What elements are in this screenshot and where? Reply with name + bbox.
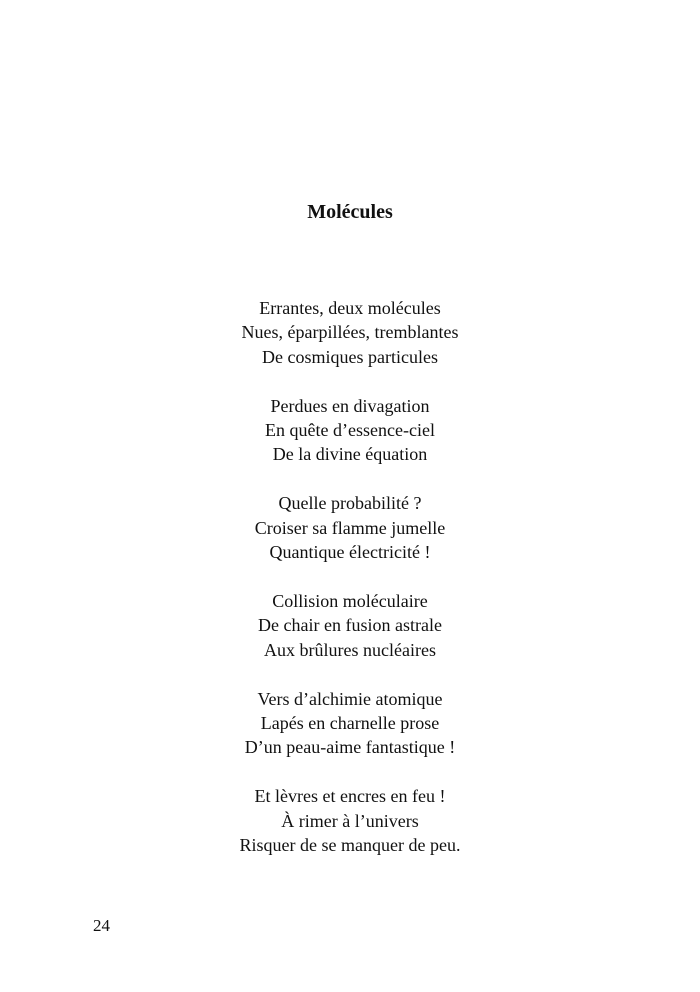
poem-line: Collision moléculaire	[272, 591, 428, 612]
poem-line: Perdues en divagation	[270, 395, 430, 416]
poem-line: À rimer à l’univers	[281, 810, 419, 831]
poem-line: Quantique électricité !	[269, 542, 431, 563]
stanza	[0, 491, 700, 564]
poem-line: De chair en fusion astrale	[258, 615, 442, 636]
poem-line: De la divine équation	[272, 444, 428, 465]
poem-line: En quête d’essence-ciel	[265, 420, 435, 441]
poem-line: Aux brûlures nucléaires	[264, 639, 436, 660]
poem-body	[0, 296, 700, 882]
page-number: 24	[93, 916, 110, 935]
stanza	[0, 394, 700, 467]
poem-title: Molécules	[307, 201, 393, 223]
stanza	[0, 296, 700, 369]
poem-line: Nues, éparpillées, tremblantes	[241, 322, 459, 343]
stanza	[0, 589, 700, 662]
stanza	[0, 687, 700, 760]
poem-line: De cosmiques particules	[262, 346, 438, 367]
poem-line: Risquer de se manquer de peu.	[239, 835, 461, 856]
poem-line: Quelle probabilité ?	[278, 493, 422, 514]
poem-line: Et lèvres et encres en feu !	[254, 786, 446, 807]
poem-line: Vers d’alchimie atomique	[257, 688, 443, 709]
poem-line: D’un peau-aime fantastique !	[244, 737, 456, 758]
stanza	[0, 784, 700, 857]
poem-line: Errantes, deux molécules	[259, 298, 441, 318]
poem-line: Croiser sa flamme jumelle	[254, 517, 446, 538]
poem-line: Lapés en charnelle prose	[260, 713, 440, 734]
